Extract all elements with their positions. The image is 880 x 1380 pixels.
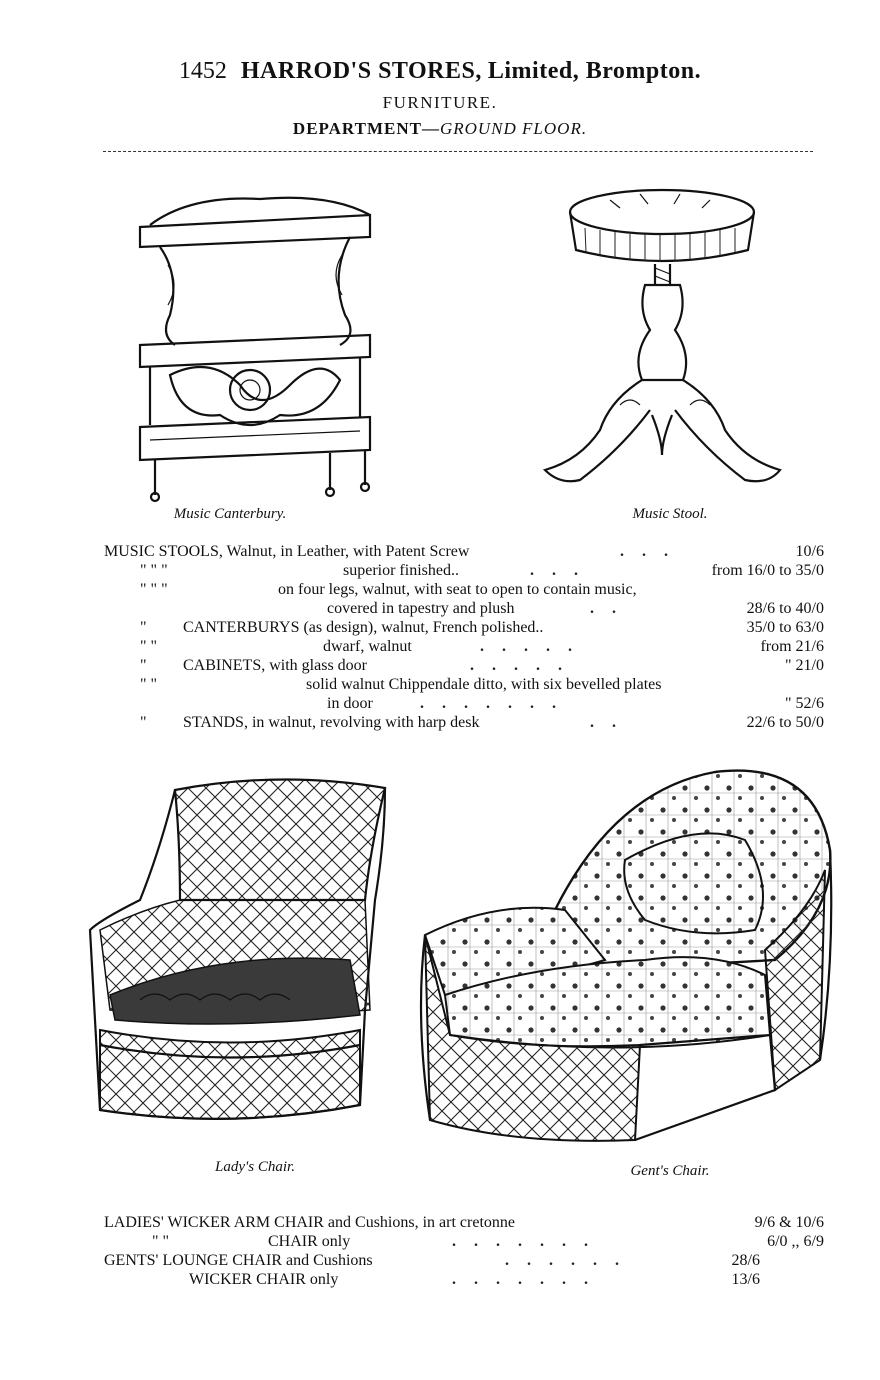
canterbury-caption: Music Canterbury. <box>173 506 287 522</box>
music-canterbury-illustration <box>130 185 400 505</box>
list-item: " " dwarf, walnut ..... from 21/6 <box>140 638 824 655</box>
chair-price-list <box>0 1214 880 1294</box>
stool-caption: Music Stool. <box>632 506 708 522</box>
list-item: " " " superior finished.. ... from 16/0 to 35/0 <box>140 562 824 579</box>
ladys-chair-caption: Lady's Chair. <box>215 1159 295 1175</box>
department-line <box>0 119 880 139</box>
list-item: " " solid walnut Chippendale ditto, with six bevelled plates <box>140 676 662 693</box>
list-item: in door ....... " 52/6 <box>327 695 824 712</box>
music-price-list <box>0 543 880 733</box>
ladys-chair-illustration <box>80 770 400 1140</box>
list-item: " STANDS, in walnut, revolving with harp desk .. 22/6 to 50/0 <box>140 714 824 731</box>
gents-chair-caption: Gent's Chair. <box>630 1163 710 1179</box>
list-item: GENTS' LOUNGE CHAIR and Cushions ...... 28/6 <box>104 1252 760 1269</box>
list-item: MUSIC STOOLS, Walnut, in Leather, with Patent Screw ... 10/6 <box>104 543 824 560</box>
list-item: LADIES' WICKER ARM CHAIR and Cushions, in art cretonne 9/6 & 10/6 <box>104 1214 824 1231</box>
header-rule <box>103 151 813 152</box>
page-header <box>0 58 880 85</box>
department-label: DEPARTMENT— <box>292 119 440 138</box>
department-floor: GROUND FLOOR. <box>439 119 588 138</box>
gents-chair-illustration <box>415 760 835 1145</box>
store-suffix: Limited, Brompton. <box>487 58 702 84</box>
list-item: " " " on four legs, walnut, with seat to open to contain music, <box>140 581 637 598</box>
section-title: FURNITURE. <box>382 93 498 112</box>
list-item: covered in tapestry and plush .. 28/6 to 40/0 <box>327 600 824 617</box>
store-name: HARROD'S STORES, <box>240 58 482 84</box>
music-stool-illustration <box>540 190 790 500</box>
list-item: WICKER CHAIR only ....... 13/6 <box>189 1271 760 1288</box>
list-item: " " CHAIR only ....... 6/0 ,, 6/9 <box>152 1233 824 1250</box>
page-number: 1452 <box>178 58 227 84</box>
list-item: " CANTERBURYS (as design), walnut, French polished.. 35/0 to 63/0 <box>140 619 824 636</box>
list-item: " CABINETS, with glass door ..... " 21/0 <box>140 657 824 674</box>
